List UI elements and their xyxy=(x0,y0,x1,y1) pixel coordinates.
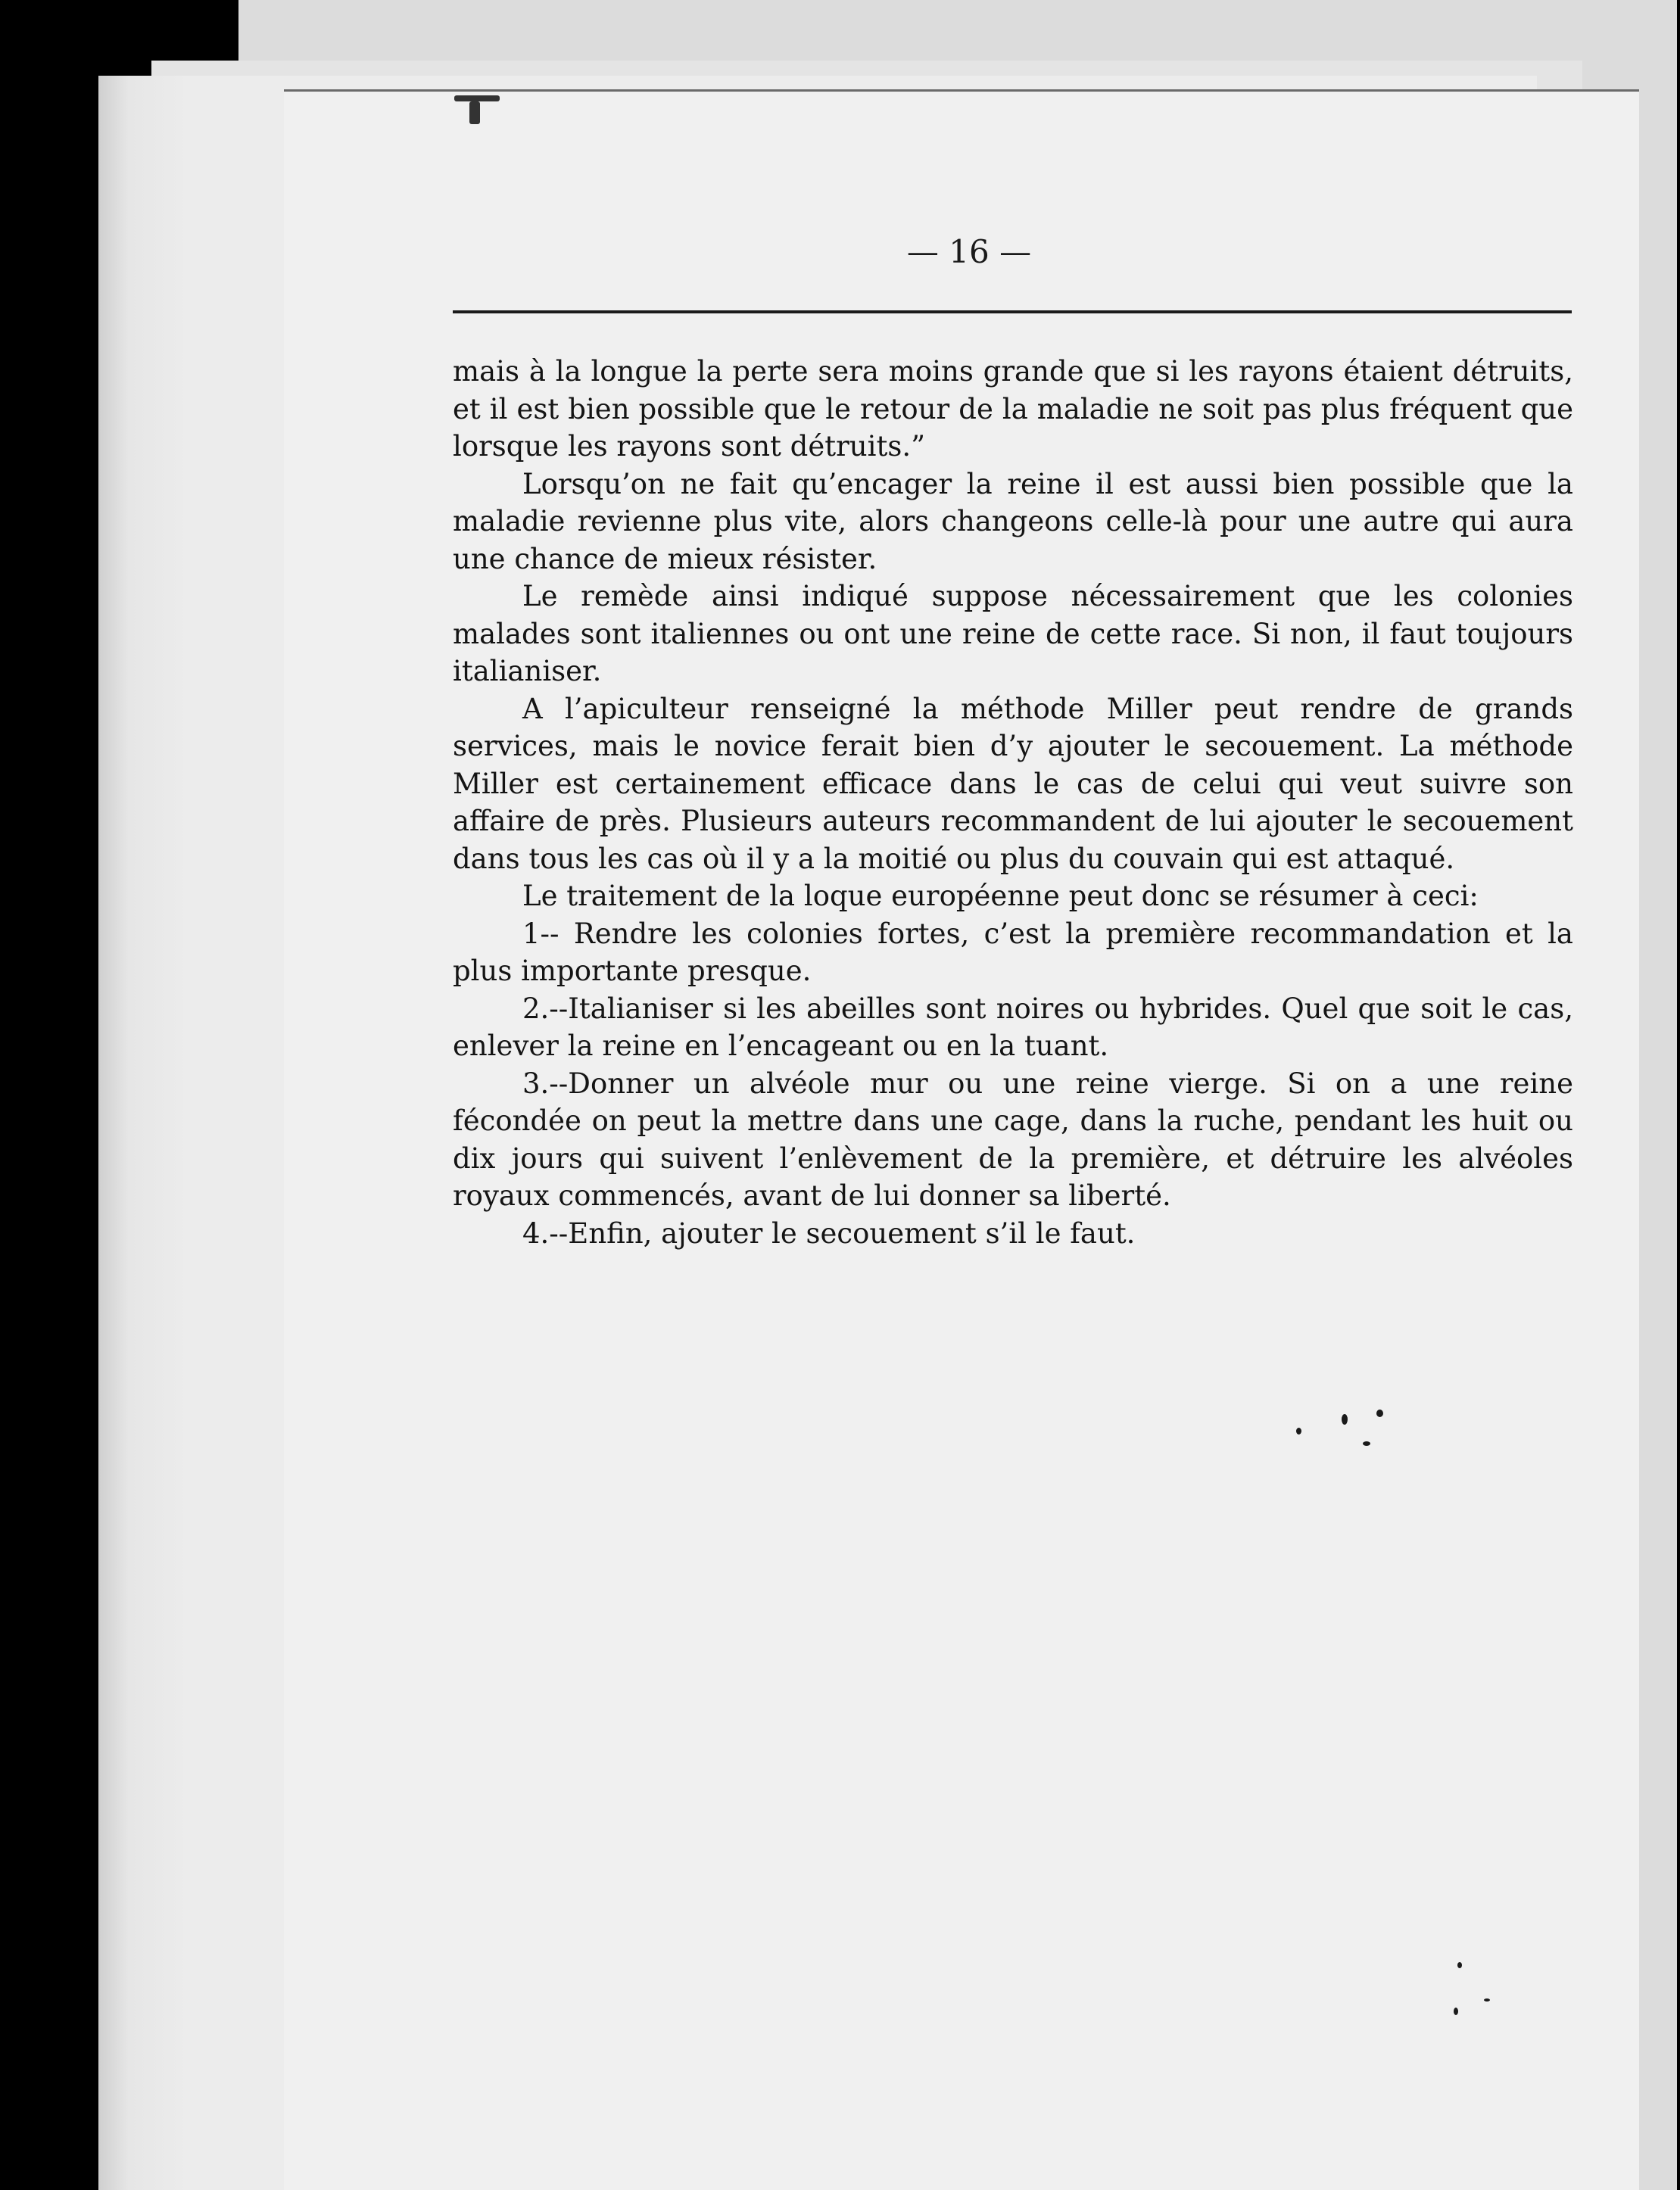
scan-speck xyxy=(1484,1998,1490,2002)
header-rule xyxy=(453,310,1572,313)
scan-speck xyxy=(1376,1410,1383,1417)
scan-speck xyxy=(1457,1962,1462,1968)
paragraph: mais à la longue la perte sera moins grande que si les rayons étaient détruits, et il est bien possible que le retour de la maladie ne soit pas plus fréquent que lorsque les rayons sont détruits.” xyxy=(453,355,1573,463)
list-item: 4.--Enfin, ajouter le secouement s’il le faut. xyxy=(522,1216,1136,1250)
list-item: 1-- Rendre les colonies fortes, c’est la première recommandation et la plus importante presque. xyxy=(453,917,1573,987)
body-text xyxy=(453,353,1573,1252)
page-number: — 16 — xyxy=(906,233,1032,270)
list-item: 2.--Italianiser si les abeilles sont noires ou hybrides. Quel que soit le cas, enlever la reine en l’encageant ou en la tuant. xyxy=(453,992,1573,1062)
scan-speck xyxy=(1454,2008,1458,2015)
paragraph: Le remède ainsi indiqué suppose nécessairement que les colonies malades sont italiennes ou ont une reine de cette race. Si non, il faut toujours italianiser. xyxy=(453,580,1573,687)
scan-speck xyxy=(469,101,480,124)
scan-speck xyxy=(1296,1428,1301,1435)
scan-speck xyxy=(1363,1441,1370,1446)
paragraph: Lorsqu’on ne fait qu’encager la reine il est aussi bien possible que la maladie revienne plus vite, alors changeons celle-là pour une autre qui aura une chance de mieux résister. xyxy=(453,467,1573,575)
paragraph: A l’apiculteur renseigné la méthode Miller peut rendre de grands services, mais le novice ferait bien d’y ajouter le secouement. La méthode Miller est certainement efficace dans le cas de celui qui veut suivre son affaire de près. Plusieurs auteurs recommandent de lui ajouter le secouement dans tous les cas où il y a la moitié ou plus du couvain qui est attaqué. xyxy=(453,692,1573,875)
list-item: 3.--Donner un alvéole mur ou une reine vierge. Si on a une reine fécondée on peut la mettre dans une cage, dans la ruche, pendant les huit ou dix jours qui suivent l’enlèvement de la première, et détruire les alvéoles royaux commencés, avant de lui donner sa liberté. xyxy=(453,1067,1573,1212)
paragraph: Le traitement de la loque européenne peut donc se résumer à ceci: xyxy=(522,880,1479,912)
scan-speck xyxy=(1342,1414,1348,1425)
scan-speck xyxy=(454,95,500,101)
page-top-edge xyxy=(284,89,1639,92)
